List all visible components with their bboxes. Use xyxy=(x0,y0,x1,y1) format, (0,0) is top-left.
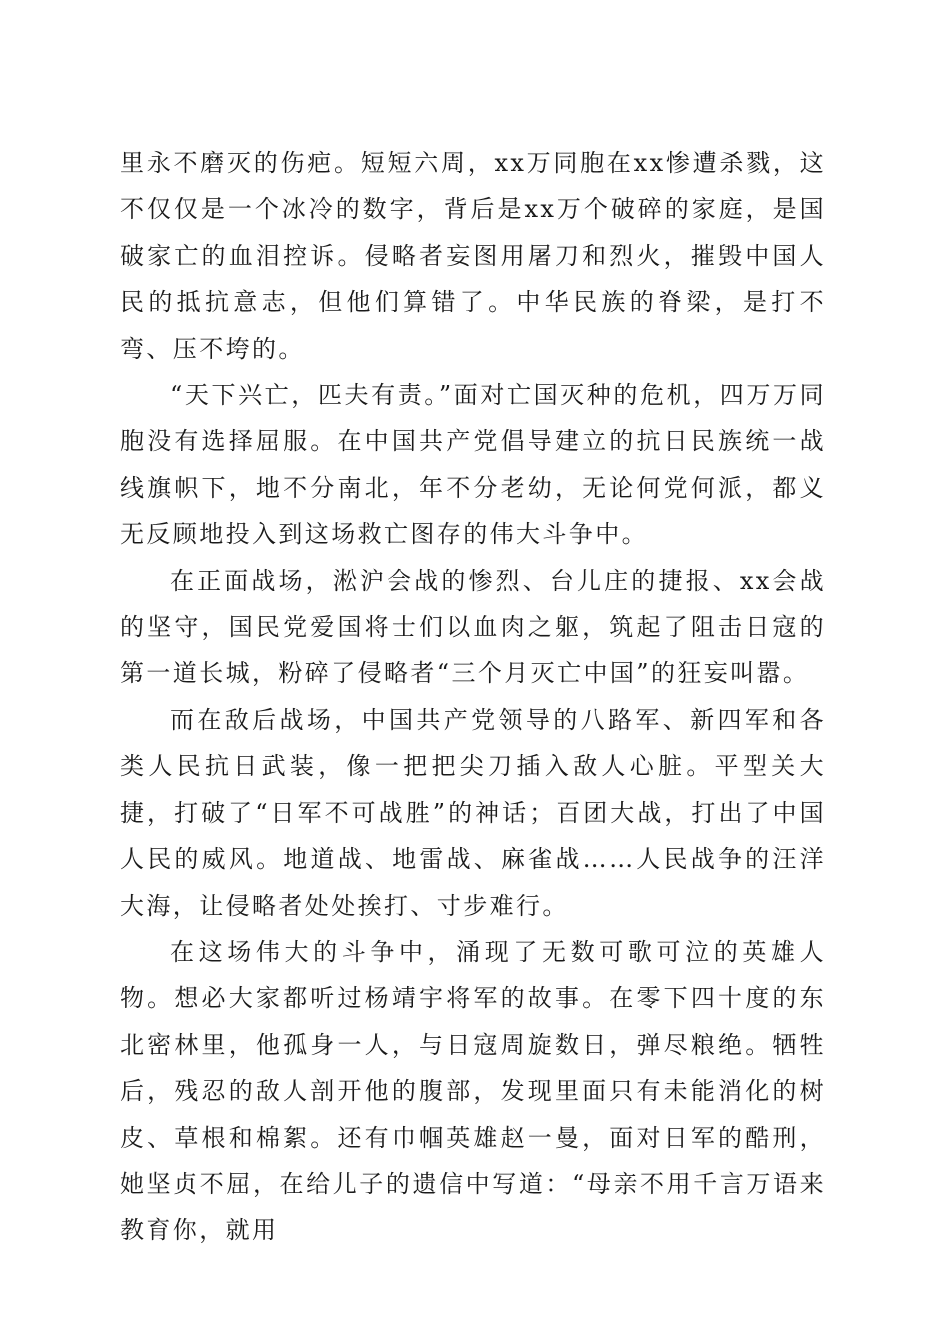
paragraph: 在正面战场，淞沪会战的惨烈、台儿庄的捷报、xx会战的坚守，国民党爱国将士们以血肉之躯，筑起了阻击日寇的第一道长城，粉碎了侵略者“三个月灭亡中国”的狂妄叫嚣。 xyxy=(120,566,826,688)
paragraph: 在这场伟大的斗争中，涌现了无数可歌可泣的英雄人物。想必大家都听过杨靖宇将军的故事。在零下四十度的东北密林里，他孤身一人，与日寇周旋数日，弹尽粮绝。牺牲后，残忍的敌人剖开他的腹部，发现里面只有未能消化的树皮、草根和棉絮。还有巾帼英雄赵一曼，面对日军的酷刑，她坚贞不屈，在给儿子的遗信中写道：“母亲不用千言万语来教育你，就用 xyxy=(120,937,826,1245)
document-body xyxy=(120,140,826,1254)
paragraph: “天下兴亡，匹夫有责。”面对亡国灭种的危机，四万万同胞没有选择屈服。在中国共产党倡导建立的抗日民族统一战线旗帜下，地不分南北，年不分老幼，无论何党何派，都义无反顾地投入到这场救亡图存的伟大斗争中。 xyxy=(120,381,826,549)
paragraph: 而在敌后战场，中国共产党领导的八路军、新四军和各类人民抗日武装，像一把把尖刀插入敌人心脏。平型关大捷，打破了“日军不可战胜”的神话；百团大战，打出了中国人民的威风。地道战、地雷战、麻雀战……人民战争的汪洋大海，让侵略者处处挨打、寸步难行。 xyxy=(120,705,826,920)
paragraph-continued: 里永不磨灭的伤疤。短短六周，xx万同胞在xx惨遭杀戮，这不仅仅是一个冰冷的数字，背后是xx万个破碎的家庭，是国破家亡的血泪控诉。侵略者妄图用屠刀和烈火，摧毁中国人民的抵抗意志，但他们算错了。中华民族的脊梁，是打不弯、压不垮的。 xyxy=(120,149,826,363)
